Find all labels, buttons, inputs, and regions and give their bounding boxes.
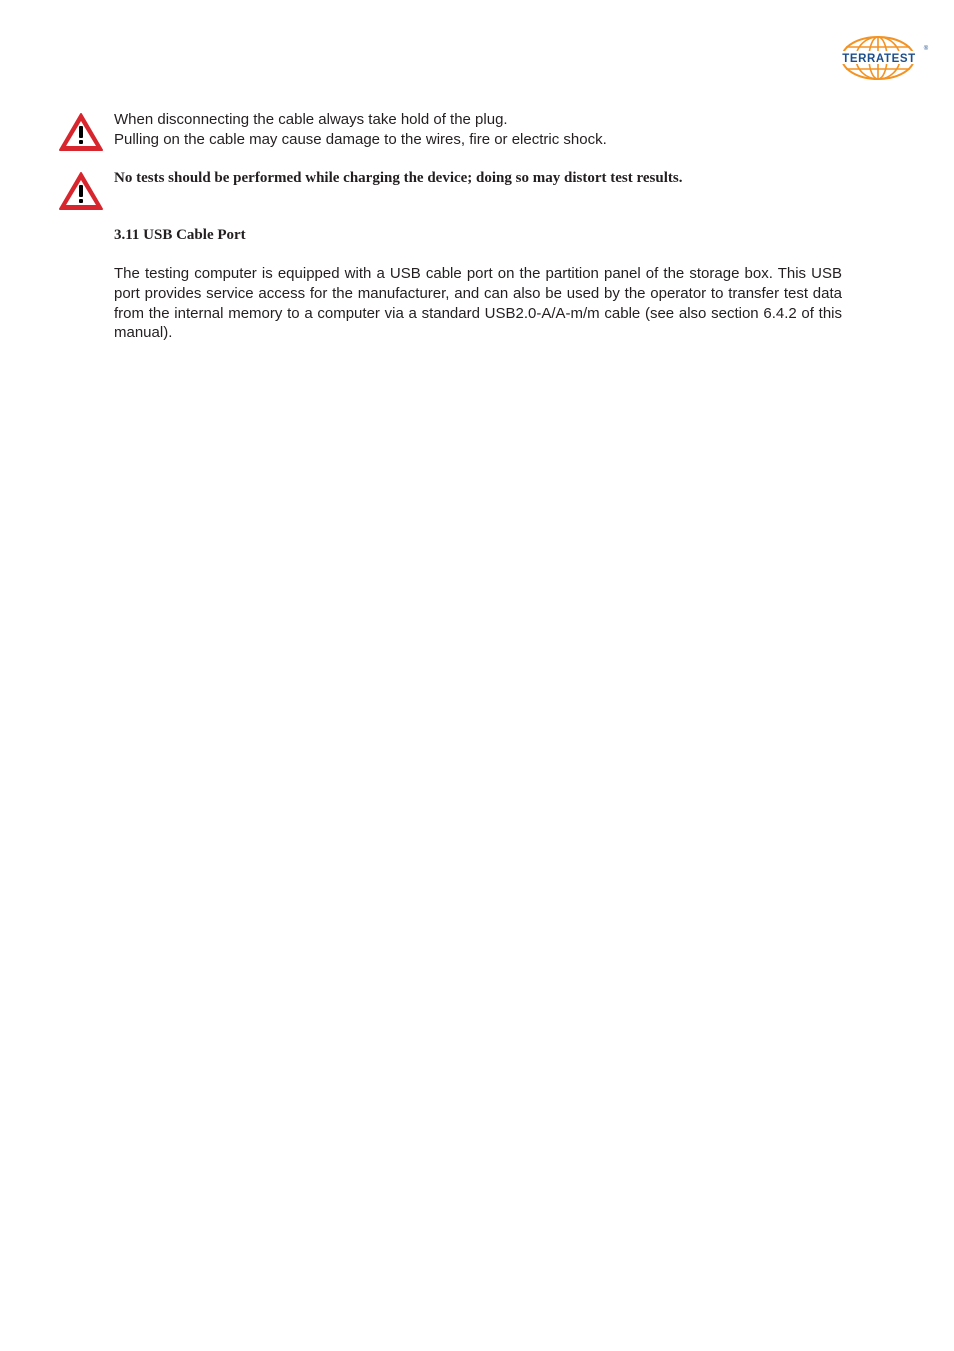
warning-cable-text bbox=[114, 110, 842, 149]
warning-triangle-icon bbox=[58, 112, 104, 152]
section-paragraph: The testing computer is equipped with a USB cable port on the partition panel of the storage box. This USB port provides service access for the manufacturer, and can also be used by the operator to transfer test data from the internal memory to a computer via a standard USB2.0-A/A-m/m cable (see also section 6.4.2 of this manual). bbox=[114, 265, 842, 342]
registered-mark: ® bbox=[923, 46, 929, 52]
section-heading: 3.11 USB Cable Port bbox=[114, 227, 246, 243]
globe-logo-icon bbox=[834, 34, 930, 82]
warning-triangle-icon bbox=[58, 171, 104, 211]
warning-charging-text: No tests should be performed while charging the device; doing so may distort test results. bbox=[114, 170, 683, 186]
warning-line: Pulling on the cable may cause damage to the wires, fire or electric shock. bbox=[114, 130, 607, 148]
logo-text: TERRATEST bbox=[842, 53, 916, 65]
warning-line: When disconnecting the cable always take hold of the plug. bbox=[114, 111, 508, 128]
terratest-logo bbox=[834, 34, 930, 82]
